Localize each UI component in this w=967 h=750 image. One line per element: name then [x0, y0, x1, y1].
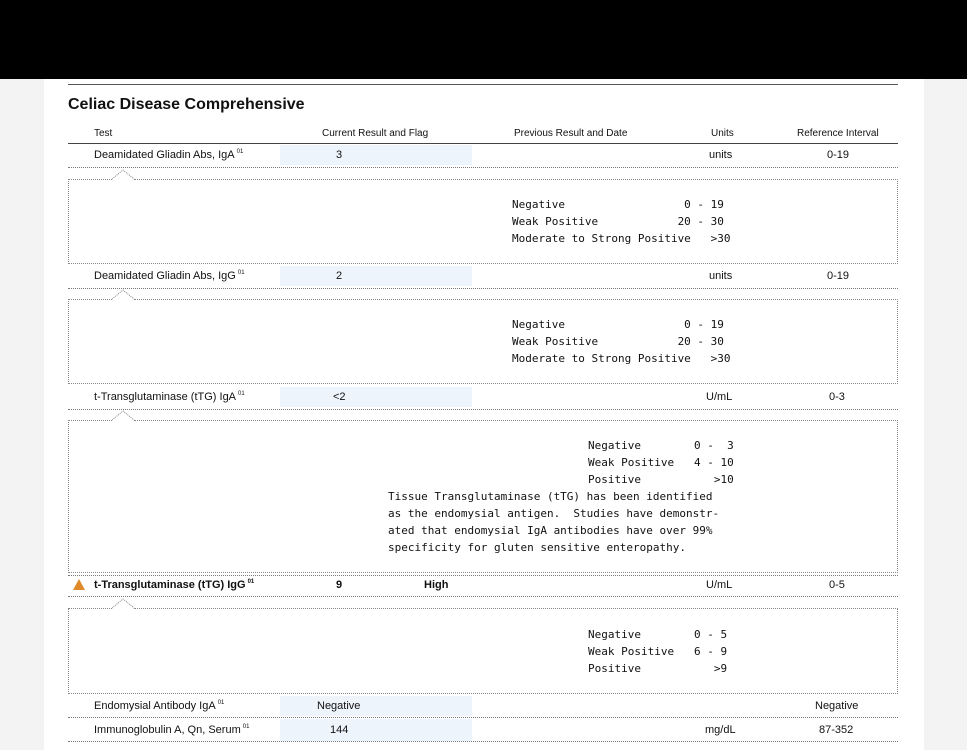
- test-name: t-Transglutaminase (tTG) IgA $^{01}$: [94, 391, 245, 403]
- units-value: mg/dL: [705, 724, 736, 736]
- result-value: 144: [330, 724, 349, 736]
- header-previous: Previous Result and Date: [514, 128, 628, 139]
- title-rule: [68, 84, 898, 85]
- test-name: Deamidated Gliadin Abs, IgG $^{01}$: [94, 270, 245, 282]
- warning-triangle-icon: [73, 579, 85, 590]
- result-shade: [280, 696, 472, 716]
- units-value: units: [709, 270, 733, 282]
- header-rule: [68, 143, 898, 144]
- test-name: Deamidated Gliadin Abs, IgA $^{01}$: [94, 149, 244, 161]
- result-shade: [280, 387, 472, 407]
- header-current: Current Result and Flag: [322, 128, 429, 139]
- row-divider: [68, 575, 898, 576]
- reference-ranges: Negative 0 - 5 Weak Positive 6 - 9 Positive >9: [588, 628, 728, 675]
- units-value: U/mL: [706, 579, 733, 591]
- result-shade: [280, 145, 472, 165]
- reference-value: 0-19: [827, 270, 850, 282]
- result-value: Negative: [317, 700, 361, 712]
- note-text: Tissue Transglutaminase (tTG) has been identified as the endomysial antigen. Studies have demonstr- ated that endomysial IgA antibodies have over 99% specificity for gluten sensitive enteropathy.: [388, 490, 720, 554]
- test-name: Endomysial Antibody IgA $^{01}$: [94, 700, 225, 712]
- result-value: <2: [333, 391, 346, 403]
- result-value: 3: [336, 149, 343, 161]
- reference-ranges: Negative 0 - 3 Weak Positive 4 - 10 Positive >10: [588, 439, 734, 486]
- header-reference: Reference Interval: [797, 128, 879, 139]
- units-value: units: [709, 149, 733, 161]
- page-title: Celiac Disease Comprehensive: [68, 96, 305, 113]
- reference-ranges: Negative 0 - 19 Weak Positive 20 - 30 Moderate to Strong Positive >30: [512, 318, 731, 365]
- result-value: 9: [336, 579, 343, 591]
- reference-value: 0-19: [827, 149, 850, 161]
- top-black-bar: [0, 0, 967, 79]
- row-divider: [68, 596, 898, 597]
- result-flag: High: [424, 579, 449, 591]
- row-divider: [68, 288, 898, 289]
- note-box: [68, 299, 898, 384]
- row-divider: [68, 409, 898, 410]
- note-box: [68, 608, 898, 694]
- reference-ranges: Negative 0 - 19 Weak Positive 20 - 30 Moderate to Strong Positive >30: [512, 198, 731, 245]
- units-value: U/mL: [706, 391, 733, 403]
- reference-value: 87-352: [819, 724, 854, 736]
- header-units: Units: [711, 128, 734, 139]
- header-test: Test: [94, 128, 113, 139]
- row-divider: [68, 167, 898, 168]
- reference-value: Negative: [815, 700, 859, 712]
- test-name: t-Transglutaminase (tTG) IgG $^{01}$: [94, 579, 255, 591]
- row-divider: [68, 741, 898, 742]
- reference-value: 0-5: [829, 579, 845, 591]
- row-divider: [68, 717, 898, 718]
- result-value: 2: [336, 270, 343, 282]
- result-shade: [280, 719, 472, 741]
- note-box: [68, 179, 898, 264]
- result-shade: [280, 266, 472, 286]
- test-name: Immunoglobulin A, Qn, Serum $^{01}$: [94, 724, 250, 736]
- reference-value: 0-3: [829, 391, 845, 403]
